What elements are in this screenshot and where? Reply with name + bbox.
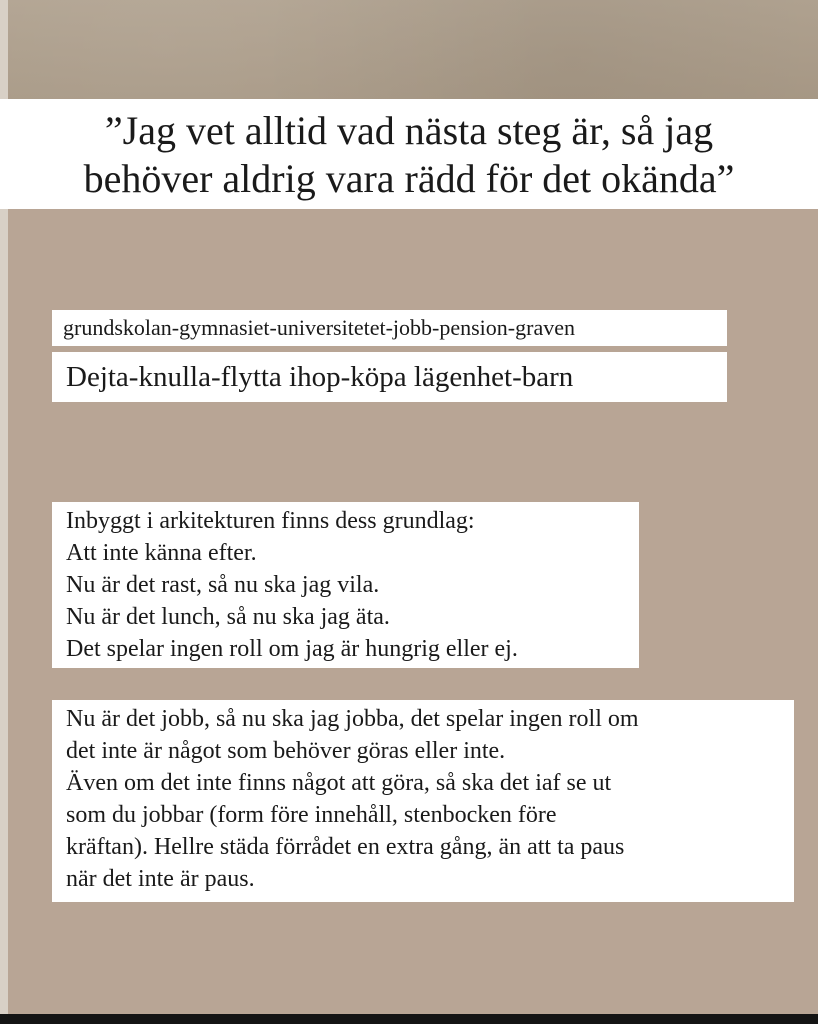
paragraph-two-line-3: Även om det inte finns något att göra, så ska det iaf se ut — [66, 770, 612, 796]
paragraph-two-label — [52, 700, 794, 902]
paragraph-two-line-2: det inte är något som behöver göras eller inte. — [66, 738, 506, 764]
paragraph-one-label — [52, 502, 639, 668]
paragraph-one-line-1: Inbyggt i arkitekturen finns dess grundlag: — [66, 508, 475, 534]
background-photo — [0, 0, 818, 100]
paragraph-two-line-1: Nu är det jobb, så nu ska jag jobba, det spelar ingen roll om — [66, 706, 639, 732]
paragraph-one-line-5: Det spelar ingen roll om jag är hungrig eller ej. — [66, 636, 518, 662]
paragraph-one-line-4: Nu är det lunch, så nu ska jag äta. — [66, 604, 390, 630]
bottom-bar — [0, 1014, 818, 1024]
paragraph-two-line-5: kräftan). Hellre städa förrådet en extra gång, än att ta paus — [66, 834, 625, 860]
quote-label — [0, 99, 818, 209]
paragraph-two-line-4: som du jobbar (form före innehåll, stenbocken före — [66, 802, 557, 828]
quote-line-1: ”Jag vet alltid vad nästa steg är, så jag — [104, 108, 714, 153]
education-chain-label: grundskolan-gymnasiet-universitetet-jobb-pension-graven — [52, 310, 727, 346]
relationship-chain-label: Dejta-knulla-flytta ihop-köpa lägenhet-barn — [52, 352, 727, 402]
quote-line-2: behöver aldrig vara rädd för det okända” — [83, 156, 735, 201]
paragraph-one-line-3: Nu är det rast, så nu ska jag vila. — [66, 572, 380, 598]
paragraph-one-line-2: Att inte känna efter. — [66, 540, 257, 566]
paragraph-two-line-6: när det inte är paus. — [66, 866, 255, 892]
